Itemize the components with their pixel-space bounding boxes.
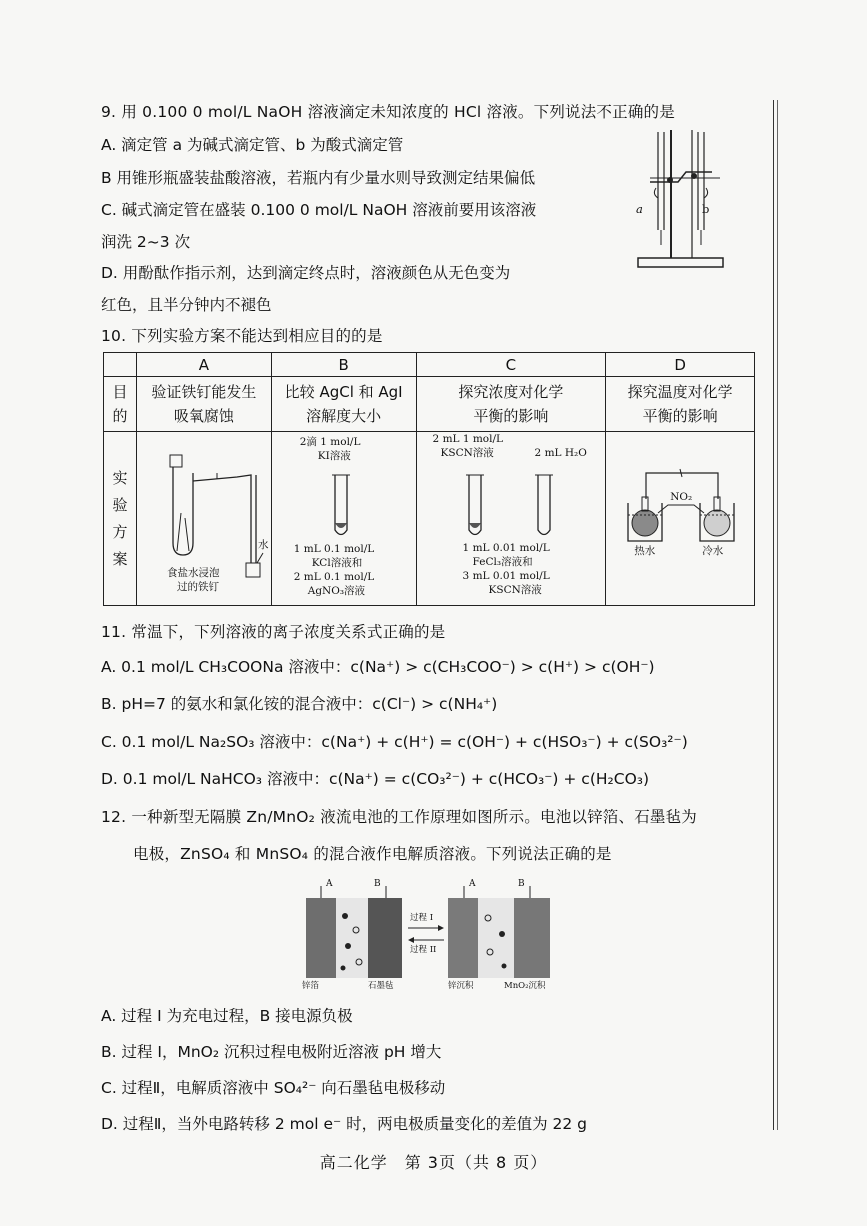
q11-option-a: A. 0.1 mol/L CH₃COONa 溶液中：c(Na⁺) > c(CH₃COO⁻) > c(H⁺) > c(OH⁻) xyxy=(101,658,655,676)
plan-label-2: 验 xyxy=(112,495,128,514)
apparatus-d-cold: 冷水 xyxy=(702,544,724,557)
flow-battery-drawing xyxy=(298,874,558,992)
apparatus-b-bot2: KCl溶液和 xyxy=(311,556,363,569)
col-header-a: A xyxy=(136,353,271,377)
q12-stem-line1: 12. 一种新型无隔膜 Zn/MnO₂ 液流电池的工作原理如图所示。电池以锌箔、石墨毡为 xyxy=(101,808,698,826)
q9-option-d: D. 用酚酞作指示剂，达到滴定终点时，溶液颜色从无色变为 xyxy=(101,264,511,282)
q12-option-b: B. 过程 I，MnO₂ 沉积过程电极附近溶液 pH 增大 xyxy=(101,1043,442,1061)
burette-stand-figure xyxy=(628,120,738,275)
q9-stem: 9. 用 0.100 0 mol/L NaOH 溶液滴定未知浓度的 HCl 溶液。下列说法不正确的是 xyxy=(101,103,675,121)
q11-option-d: D. 0.1 mol/L NaHCO₃ 溶液中：c(Na⁺) = c(CO₃²⁻) + c(HCO₃⁻) + c(H₂CO₃) xyxy=(101,770,650,788)
battery-left-b: B xyxy=(374,879,381,889)
purpose-label-2: 的 xyxy=(112,407,128,425)
apparatus-c-bot2: FeCl₃溶液和 xyxy=(472,555,533,568)
q9-option-b: B 用锥形瓶盛装盐酸溶液，若瓶内有少量水则导致测定结果偏低 xyxy=(101,169,536,187)
purpose-d-line2: 平衡的影响 xyxy=(642,407,718,425)
q9-option-a: A. 滴定管 a 为碱式滴定管、b 为酸式滴定管 xyxy=(101,136,404,154)
graphite-felt-label: 石墨毡 xyxy=(368,981,394,991)
apparatus-a xyxy=(137,433,271,605)
apparatus-b-bot3: 2 mL 0.1 mol/L xyxy=(293,570,375,583)
purpose-b-line2: 溶解度大小 xyxy=(306,407,382,425)
purpose-a-line1: 验证铁钉能发生 xyxy=(151,383,257,401)
process-2-label: 过程 II xyxy=(410,945,437,955)
q9-option-c: C. 碱式滴定管在盛装 0.100 0 mol/L NaOH 溶液前要用该溶液 xyxy=(101,201,537,219)
apparatus-a-water: 水 xyxy=(257,538,269,551)
q11-option-c: C. 0.1 mol/L Na₂SO₃ 溶液中：c(Na⁺) + c(H⁺) = c(OH⁻) + c(HSO₃⁻) + c(SO₃²⁻) xyxy=(101,733,688,751)
apparatus-d xyxy=(606,433,754,605)
q10-experiment-table xyxy=(103,352,755,606)
mno2-deposit-label: MnO₂沉积 xyxy=(504,981,546,991)
apparatus-c-bot4: KSCN溶液 xyxy=(488,583,542,596)
purpose-label-1: 目 xyxy=(112,383,128,401)
apparatus-c-top1: 2 mL 1 mol/L xyxy=(432,432,503,445)
right-margin-rule xyxy=(773,100,774,1130)
apparatus-a-nail-line2: 过的铁钉 xyxy=(176,580,219,593)
apparatus-d-gas: NO₂ xyxy=(670,490,693,503)
apparatus-d-flasks xyxy=(606,433,755,605)
flow-battery-figure xyxy=(298,874,558,992)
purpose-d-line1: 探究温度对化学 xyxy=(627,383,733,401)
plan-label-1: 实 xyxy=(112,468,128,487)
apparatus-b-bot4: AgNO₃溶液 xyxy=(307,584,366,597)
burette-a-label: a xyxy=(636,202,643,216)
purpose-a-line2: 吸氧腐蚀 xyxy=(173,407,234,425)
q12-option-c: C. 过程Ⅱ，电解质溶液中 SO₄²⁻ 向石墨毡电极移动 xyxy=(101,1079,446,1097)
table-corner-cell xyxy=(104,353,137,377)
zinc-foil-label: 锌箔 xyxy=(302,981,320,991)
plan-label-4: 案 xyxy=(112,549,128,568)
purpose-c-line1: 探究浓度对化学 xyxy=(458,383,564,401)
battery-right-a: A xyxy=(469,879,476,889)
apparatus-c xyxy=(417,433,606,605)
battery-left-a: A xyxy=(326,879,333,889)
apparatus-c-bot1: 1 mL 0.01 mol/L xyxy=(462,541,550,554)
plan-label-3: 方 xyxy=(112,522,128,541)
purpose-c-line2: 平衡的影响 xyxy=(473,407,549,425)
q11-stem: 11. 常温下，下列溶液的离子浓度关系式正确的是 xyxy=(101,623,446,641)
apparatus-b-bot1: 1 mL 0.1 mol/L xyxy=(293,542,375,555)
apparatus-b-top2: KI溶液 xyxy=(317,449,351,462)
q10-stem: 10. 下列实验方案不能达到相应目的的是 xyxy=(101,327,383,345)
col-header-d: D xyxy=(606,353,755,377)
page-footer: 高二化学 第 3页（共 8 页） xyxy=(319,1153,548,1172)
col-header-c: C xyxy=(416,353,606,377)
apparatus-c-bot3: 3 mL 0.01 mol/L xyxy=(462,569,550,582)
q12-stem-line2: 电极，ZnSO₄ 和 MnSO₄ 的混合液作电解质溶液。下列说法正确的是 xyxy=(133,845,612,863)
apparatus-d-hot: 热水 xyxy=(634,544,656,557)
purpose-b-line1: 比较 AgCl 和 AgI xyxy=(284,383,403,401)
apparatus-c-top2: KSCN溶液 xyxy=(440,446,494,459)
q9-option-d-cont: 红色，且半分钟内不褪色 xyxy=(101,296,272,314)
right-margin-rule-inner xyxy=(777,100,778,1130)
zinc-deposit-label: 锌沉积 xyxy=(448,981,474,991)
q12-option-d: D. 过程Ⅱ，当外电路转移 2 mol e⁻ 时，两电极质量变化的差值为 22 g xyxy=(101,1115,588,1133)
apparatus-b-top1: 2滴 1 mol/L xyxy=(299,435,361,448)
burette-b-label: b xyxy=(702,202,710,216)
q9-option-c-cont: 润洗 2~3 次 xyxy=(101,233,191,251)
apparatus-c-top3: 2 mL H₂O xyxy=(534,446,587,459)
process-1-label: 过程 I xyxy=(410,913,434,923)
apparatus-b xyxy=(272,433,416,605)
q12-option-a: A. 过程 I 为充电过程，B 接电源负极 xyxy=(101,1007,353,1025)
battery-right-b: B xyxy=(518,879,525,889)
col-header-b: B xyxy=(271,353,416,377)
q11-option-b: B. pH=7 的氨水和氯化铵的混合液中：c(Cl⁻) > c(NH₄⁺) xyxy=(101,695,498,713)
apparatus-a-nail-line1: 食盐水浸泡 xyxy=(166,566,220,579)
